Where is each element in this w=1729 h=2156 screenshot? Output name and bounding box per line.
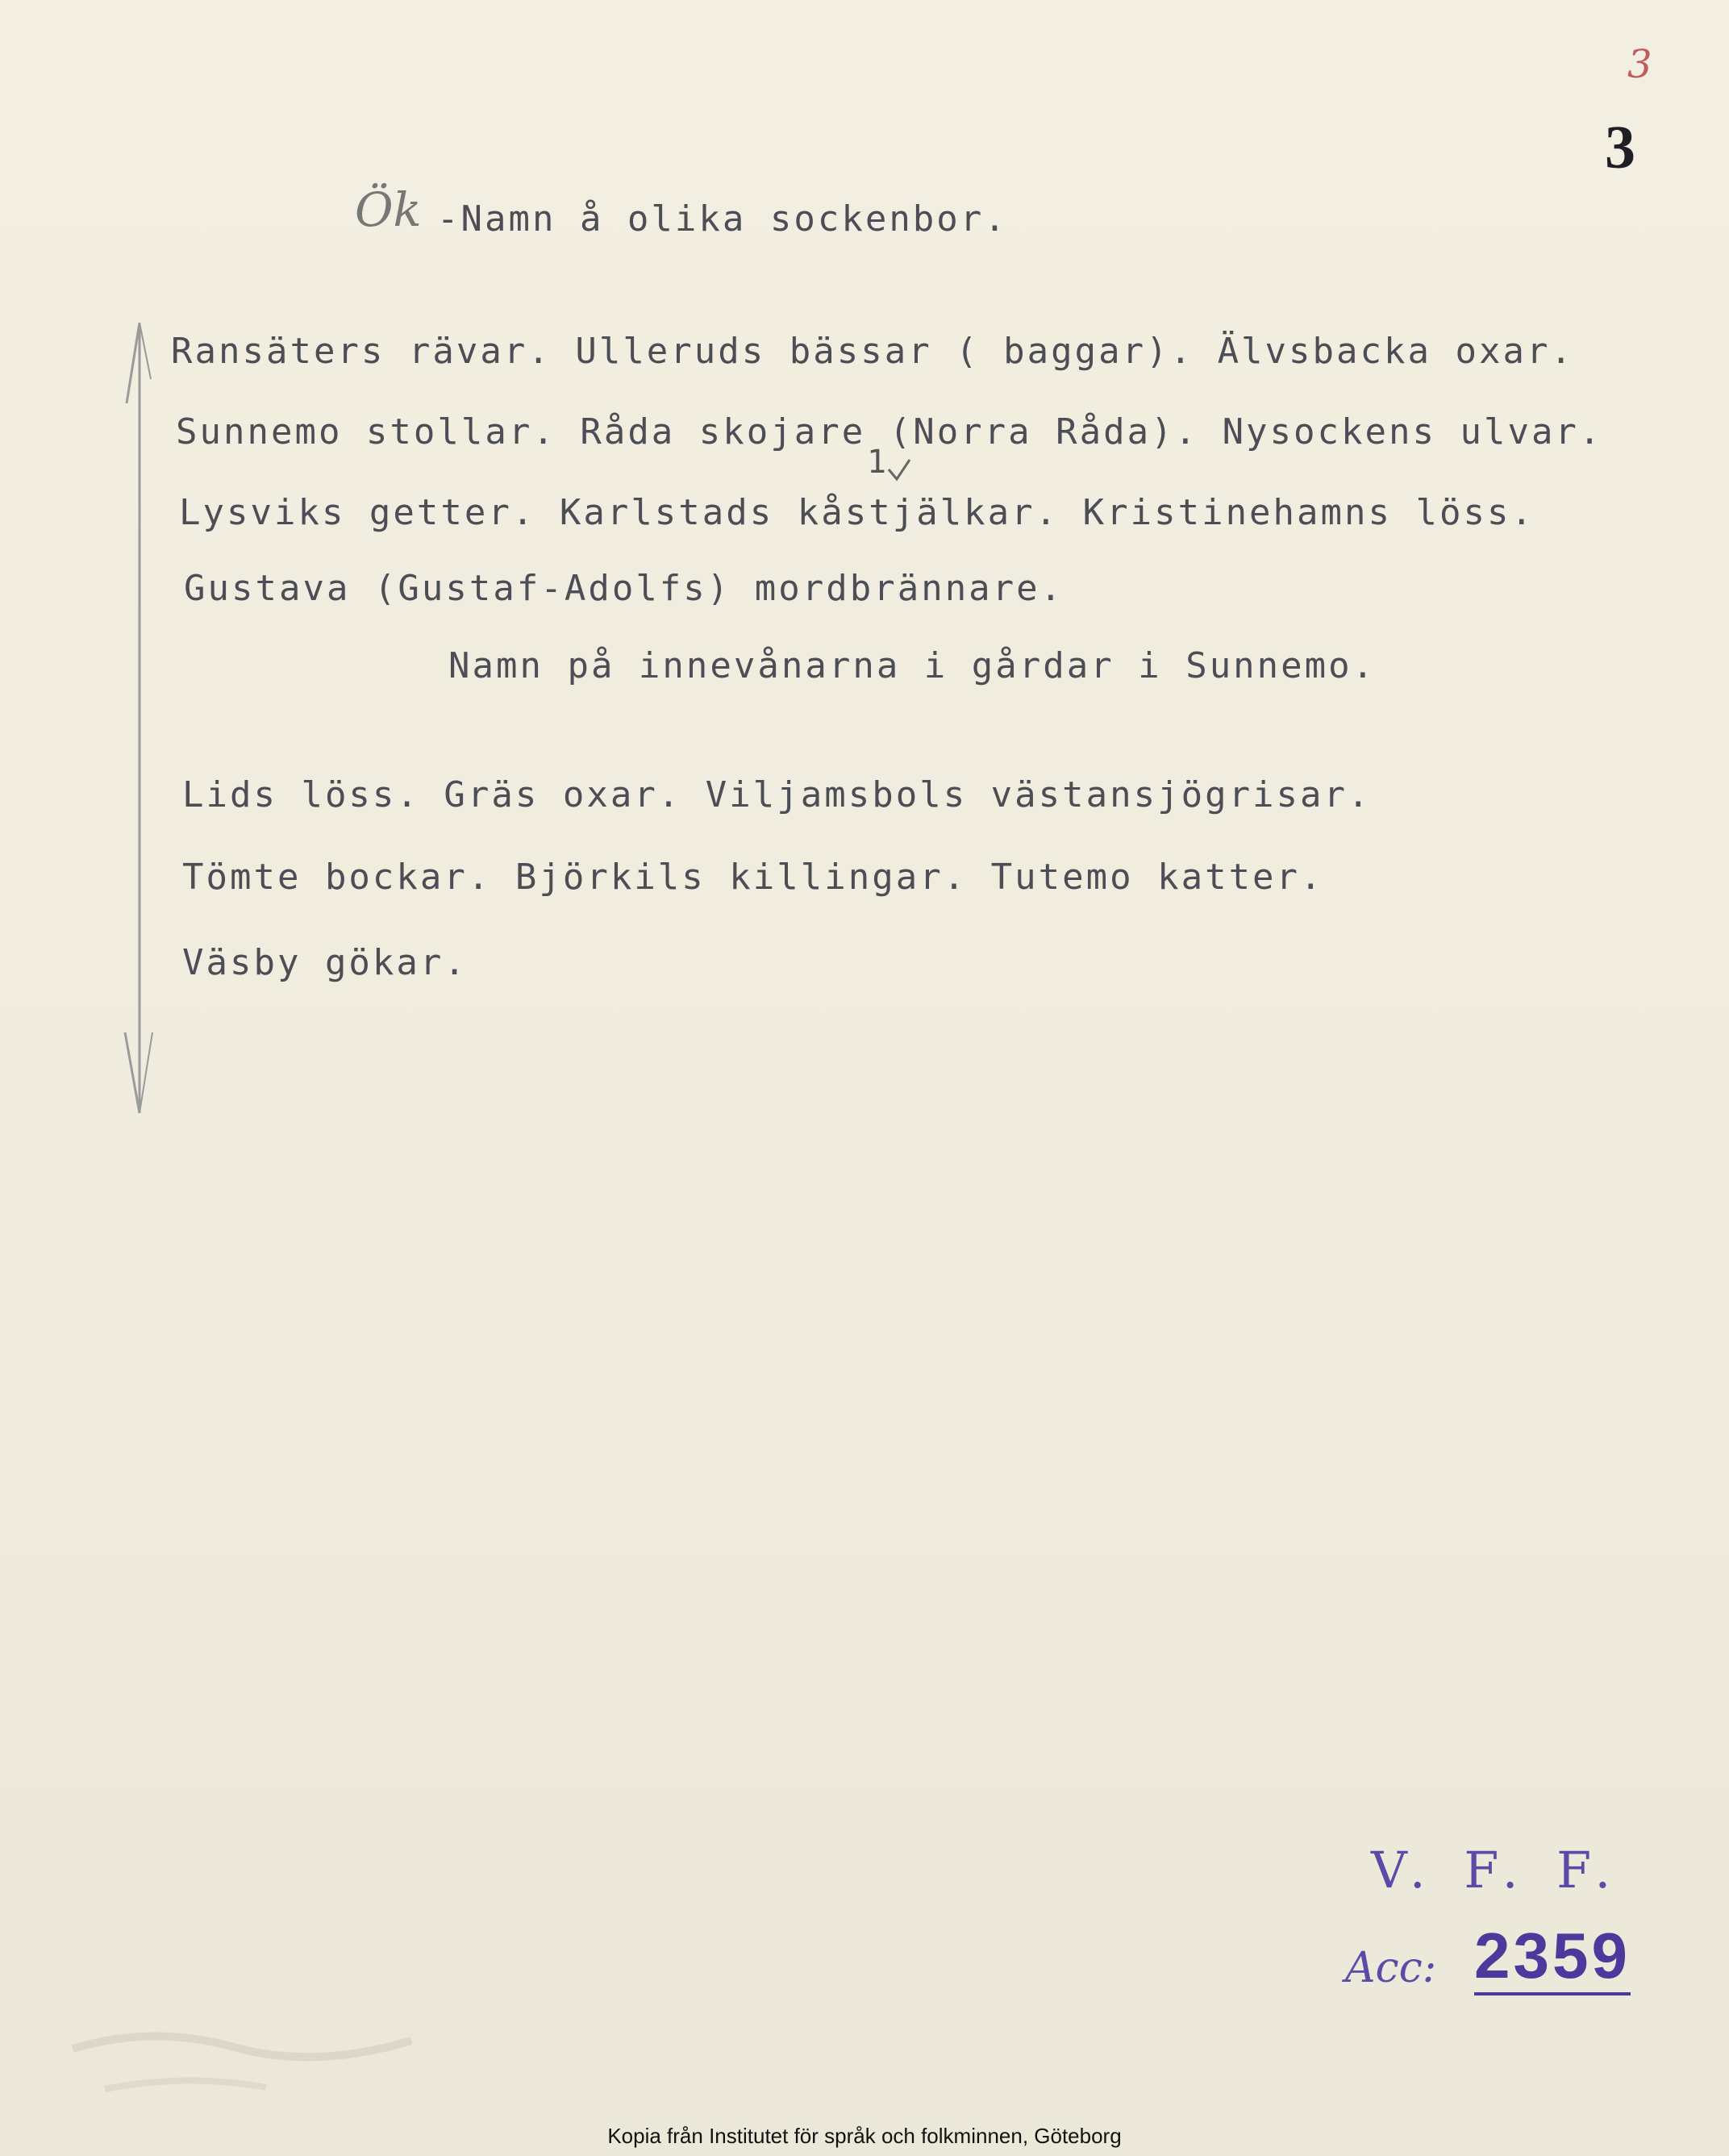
- text-line: Sunnemo stollar. Råda skojare (Norra Råda). Nysockens ulvar.: [176, 411, 1603, 452]
- margin-arrow-icon: [109, 307, 165, 1129]
- text-line: Lysviks getter. Karlstads kåstjälkar. Kristinehamns löss.: [179, 492, 1535, 533]
- archive-stamp-acc-label: Acc:: [1345, 1944, 1437, 1992]
- subheading-text: Namn på innevånarna i gårdar i Sunnemo.: [448, 645, 1377, 686]
- checkmark-icon: [887, 458, 911, 482]
- text-line: Lids löss. Gräs oxar. Viljamsbols västansjögrisar.: [182, 774, 1372, 815]
- page-number: 3: [1605, 114, 1635, 181]
- archive-stamp-vff: V. F. F.: [1371, 1841, 1623, 1900]
- text-line: Tömte bockar. Björkils killingar. Tutemo katter.: [182, 857, 1324, 898]
- archive-stamp-acc-number: 2359: [1474, 1920, 1631, 1995]
- page-number-pencil: 3: [1627, 42, 1652, 87]
- heading-text: -Namn å olika sockenbor.: [437, 198, 1008, 240]
- text-line: Väsby gökar.: [182, 942, 468, 983]
- text-line: Gustava (Gustaf-Adolfs) mordbrännare.: [184, 568, 1064, 609]
- footer-credit: Kopia från Institutet för språk och folkminnen, Göteborg: [607, 2124, 1122, 2148]
- inserted-correction: 1: [867, 444, 887, 481]
- heading-handwritten-mark: Ök: [355, 182, 422, 237]
- text-line: Ransäters rävar. Ulleruds bässar ( baggar). Älvsbacka oxar.: [171, 331, 1574, 372]
- faded-stamp-icon: [56, 1992, 427, 2121]
